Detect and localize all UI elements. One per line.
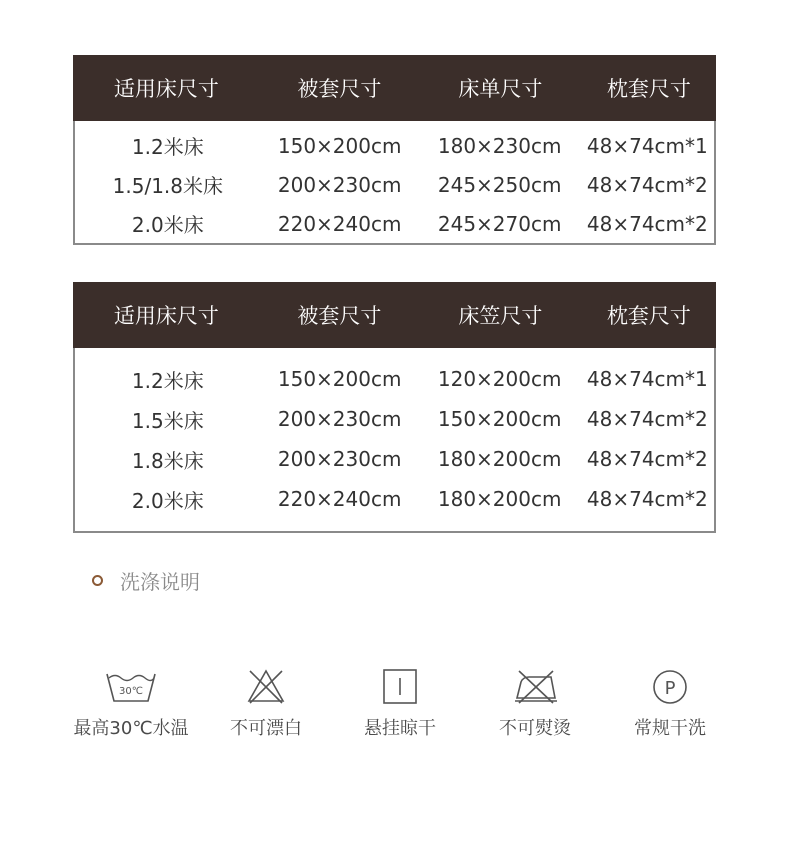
dry-clean-glyph: P bbox=[664, 678, 676, 699]
size-table-2 bbox=[73, 282, 716, 533]
header-duvet-size: 被套尺寸 bbox=[297, 304, 382, 328]
no-bleach-icon bbox=[246, 668, 286, 704]
cell: 1.5米床 bbox=[131, 408, 204, 433]
cell: 150×200cm bbox=[437, 407, 562, 431]
cell: 200×230cm bbox=[277, 447, 402, 471]
wash-30-label: 最高30℃水温 bbox=[73, 718, 189, 739]
hang-dry-label: 悬挂晾干 bbox=[364, 718, 436, 739]
cell: 200×230cm bbox=[277, 172, 402, 197]
cell: 48×74cm*2 bbox=[586, 211, 708, 236]
cell: 120×200cm bbox=[437, 367, 562, 391]
cell: 150×200cm bbox=[277, 367, 402, 391]
wash-30-icon bbox=[105, 668, 157, 704]
header-bed-size: 适用床尺寸 bbox=[113, 77, 219, 101]
cell: 48×74cm*2 bbox=[586, 407, 708, 431]
dry-clean-label: 常规干洗 bbox=[634, 718, 706, 739]
no-iron-icon bbox=[511, 668, 559, 704]
cell: 245×270cm bbox=[437, 211, 562, 236]
cell: 1.2米床 bbox=[131, 135, 204, 159]
cell: 1.5/1.8米床 bbox=[112, 174, 224, 198]
table-row bbox=[75, 126, 714, 165]
hang-dry-item bbox=[330, 668, 470, 740]
cell: 245×250cm bbox=[437, 172, 562, 197]
table-row bbox=[75, 399, 714, 439]
cell: 2.0米床 bbox=[131, 488, 204, 513]
cell: 220×240cm bbox=[277, 487, 402, 511]
no-bleach-label: 不可漂白 bbox=[230, 718, 302, 739]
wash-temp-glyph: 30℃ bbox=[119, 686, 143, 697]
no-iron-item bbox=[465, 668, 605, 740]
table-header bbox=[73, 282, 716, 348]
cell: 220×240cm bbox=[277, 211, 402, 236]
header-duvet-size: 被套尺寸 bbox=[297, 77, 382, 101]
cell: 48×74cm*1 bbox=[586, 133, 708, 158]
hang-dry-icon bbox=[380, 668, 420, 704]
circle-bullet-icon bbox=[92, 575, 103, 586]
header-pillowcase-size: 枕套尺寸 bbox=[606, 304, 691, 328]
dry-clean-item bbox=[600, 668, 740, 740]
table-row bbox=[75, 439, 714, 479]
cell: 1.8米床 bbox=[131, 448, 204, 473]
no-iron-label: 不可熨烫 bbox=[499, 718, 571, 739]
header-sheet-size: 床单尺寸 bbox=[458, 77, 543, 101]
cell: 48×74cm*2 bbox=[586, 447, 708, 471]
cell: 1.2米床 bbox=[131, 368, 204, 393]
cell: 2.0米床 bbox=[131, 213, 204, 237]
cell: 180×200cm bbox=[437, 487, 562, 511]
header-fitted-sheet-size: 床笠尺寸 bbox=[458, 304, 543, 328]
table-row bbox=[75, 204, 714, 243]
header-bed-size: 适用床尺寸 bbox=[113, 304, 219, 328]
wash-instructions-heading bbox=[92, 566, 200, 595]
cell: 200×230cm bbox=[277, 407, 402, 431]
size-table-1 bbox=[73, 55, 716, 245]
cell: 48×74cm*2 bbox=[586, 487, 708, 511]
cell: 48×74cm*1 bbox=[586, 367, 708, 391]
table-header bbox=[73, 55, 716, 121]
header-pillowcase-size: 枕套尺寸 bbox=[606, 77, 691, 101]
dry-clean-icon bbox=[650, 668, 690, 704]
wash-title: 洗涤说明 bbox=[120, 570, 200, 594]
table-row bbox=[75, 359, 714, 399]
table-row bbox=[75, 479, 714, 519]
no-bleach-item bbox=[196, 668, 336, 740]
table-row bbox=[75, 165, 714, 204]
cell: 150×200cm bbox=[277, 133, 402, 158]
cell: 180×200cm bbox=[437, 447, 562, 471]
cell: 48×74cm*2 bbox=[586, 172, 708, 197]
cell: 180×230cm bbox=[437, 133, 562, 158]
wash-30-item bbox=[61, 668, 201, 740]
